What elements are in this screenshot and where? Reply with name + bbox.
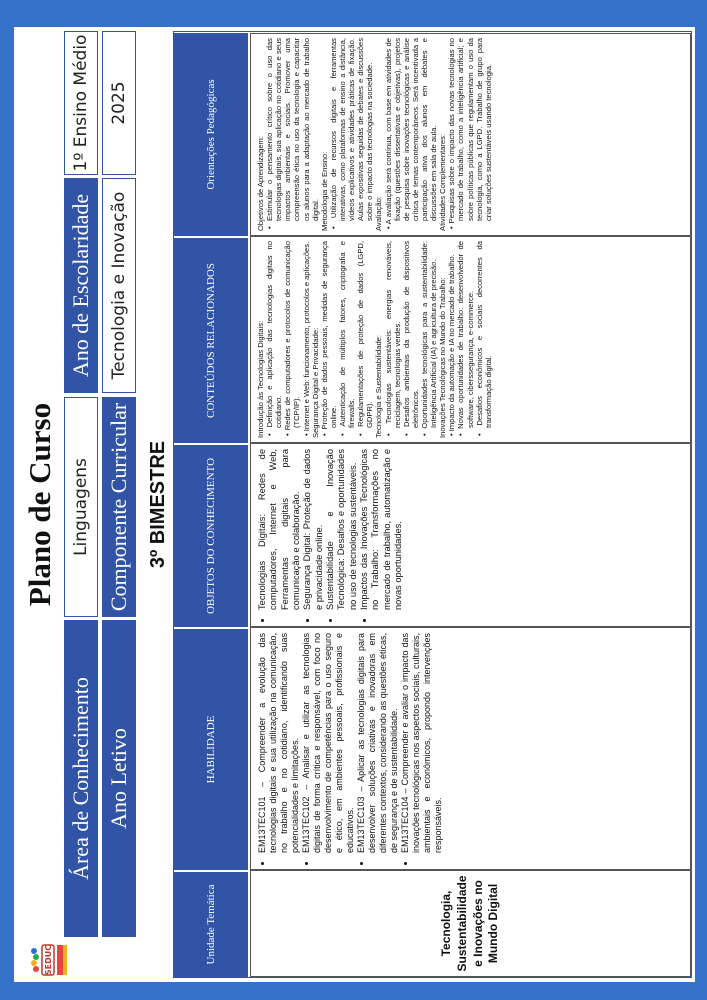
componente-curricular-value: Tecnologia e Inovação [102,178,136,393]
orientacao-heading: Avaliação: [374,196,384,231]
conteudo-text: Proteção de dados pessoais, medidas de segurança online. [319,241,338,430]
ano-escolaridade-label: Ano de Escolaridade [64,178,98,393]
course-plan-sheet [14,27,695,982]
svg-text:SEDUC: SEDUC [44,944,53,976]
bullet-icon: • [401,426,411,436]
conteudo-text: Internet e Web: funcionamento, protocolos e aplicações. [301,241,311,432]
orientacao-heading: Metodologia de Ensino: [319,151,329,231]
habilidade-item: • EM13TEC104 – Compreender e avaliar o impacto das inovações tecnológicas nos aspectos sociais, culturais, ambientais e econômicos, propondo intervenções responsáveis. [400,633,444,853]
conteudo-text: Definição e aplicação das tecnologias digitais no cotidiano. [265,241,284,428]
habilidade-item: • EM13TEC102 – Analisar e utilizar as tecnologias digitais de forma crítica e responsável, com foco no desenvolvimento de competências para o uso seguro e ético, em ambientes pessoais, profissionais e educativos. [301,633,356,853]
header-unidade: Unidade Temática [174,870,248,977]
ano-letivo-value: 2025 [102,31,136,175]
conteudo-item [302,241,311,438]
conteudo-heading: Segurança Digital e Privacidade: [310,327,320,438]
rotated-page [14,27,695,982]
conteudo-text: Tecnologias sustentáveis: energias renováveis, reciclagem, tecnologias verdes. [383,241,402,428]
bullet-icon: • [265,427,275,436]
orientacao-item [329,38,375,231]
conteudo-item [447,241,456,438]
area-conhecimento-label: Área de Conhecimento [64,620,98,937]
orientacao-text: Pesquisas sobre o impacto das novas tecnologias no mercado de trabalho, como a inteligência artificial; e sobre políticas públicas que regulamentam o uso da tecnologia, como a LGPD. Trabalho de grupo para criar soluções sustentáveis usando tecnologia. [447,37,493,224]
bullet-icon: • [383,224,393,229]
conteudo-heading: Introdução às Tecnologias Digitais: [256,320,265,438]
conteudo-item [320,241,338,438]
bullet-icon: • [328,218,338,229]
bullet-icon: • [474,425,484,436]
header-orientacoes: Orientações Pedagógicas [174,33,248,236]
conteudo-item [384,241,402,438]
page-title: Plano de Curso [22,402,57,607]
bullet-icon: • [265,221,275,229]
bullet-icon: • [447,223,457,229]
objeto-item: • Impactos das Inovações Tecnológicas no Trabalho: Transformações no mercado de trabalho, automatização e novas oportunidades. [359,449,404,610]
conteudo-text: Regulamentações de proteção de dados (LGPD, GDPR). [356,241,375,428]
conteudo-text: Desafios ambientais da produção de dispositivos eletrônicos. [401,241,420,428]
conteudo-heading: Tecnologia e Sustentabilidade: [374,334,384,438]
conteudo-item [475,241,493,438]
conteudo-item [420,241,438,438]
conteudo-text: Impacto da automação e IA no mercado de trabalho. [447,254,457,432]
bullet-icon: • [383,423,393,436]
bullet-icon: • [337,426,347,436]
habilidade-item: • EM13TEC101 – Compreender a evolução das tecnologias digitais e sua utilização na comunicação, no trabalho e no cotidiano, identificando suas potencialidades e limitações. [257,633,301,853]
plan-table [173,31,692,978]
orientacao-item [265,38,320,231]
orientacao-heading: Atividades Complementares: [438,133,448,231]
conteudo-item [356,241,374,438]
habilidade-cell [250,627,691,870]
conteudo-item [283,241,301,438]
header-habilidade: HABILIDADE [174,627,248,870]
conteudo-item [456,241,474,438]
habilidade-item: • EM13TEC103 – Aplicar as tecnologias digitais para desenvolver soluções criativas e inovadoras em diferentes contextos, considerando as questões éticas, de segurança e de sustentabilidade. [356,633,400,853]
objeto-item: • Segurança Digital: Proteção de dados e privacidade online. [302,449,325,610]
conteudo-heading: Inovações Tecnológicas no Mundo do Trabalho: [438,277,448,438]
orientacao-text: Utilização de recursos digitais e ferramentas interativas, como plataformas de ensino a distância, vídeos explicativos e atividades práticas de fixação. Aulas expositivas seguidas de debates e discussões sobre o impacto das tecnologias na sociedade. [328,38,375,221]
ano-letivo-label: Ano Letivo [102,620,136,937]
bullet-icon: • [456,428,466,436]
conteudo-text: Autenticação de múltiplos fatores, criptografia e firewalls. [337,241,357,428]
conteudo-text: Desafios econômicos e sociais decorrentes da transformação digital. [474,241,493,428]
bullet-icon: • [301,431,311,436]
area-conhecimento-value: Linguagens [64,397,98,617]
orientacao-item [384,38,439,231]
bullet-icon: • [283,430,293,436]
conteudo-text: Oportunidades tecnológicas para a sustentabilidade: Inteligência Artificial (IA) e agricultura de precisão. [419,241,439,429]
conteudo-item [265,241,283,438]
bullet-icon: • [447,431,457,436]
conteudo-text: Novas oportunidades de trabalho: desenvolvedor de software, ciberssegurança, e-commerce. [456,241,475,429]
bullet-icon: • [319,429,329,436]
unidade-cell: Tecnologia, Sustentabilidade e Inovações no Mundo Digital [250,870,691,977]
orientacao-text: A avaliação será contínua, com base em atividades de fixação (questões dissertativas e objetivas), projetos de pesquisa sobre inovações tecnológicas e análise crítica de temas contemporâneos. Será incentivada a participação ativa dos alunos em debates e discussões em sala de aula. [383,38,439,225]
orientacoes-list [256,38,493,231]
orientacao-text: Estimular o pensamento crítico sobre o uso das tecnologias digitais, sua aplicação no cotidiano e seus impactos ambientais e sociais. Promover uma compreensão ética no uso da tecnologia e capacitar os alunos para a adaptação ao mercado de trabalho digital. [265,38,320,221]
bimestre-heading: 3º BIMESTRE [147,440,169,569]
conteudo-item [338,241,356,438]
conteudos-cell [250,236,691,443]
objeto-item: • Tecnologias Digitais: Redes de computadores, Internet e Web, Ferramentas digitais para comunicação e colaboração. [257,449,302,610]
objeto-item: • Sustentabilidade e Inovação Tecnológica: Desafios e oportunidades no uso de tecnologias sustentáveis. [325,449,359,610]
header-conteudos: CONTEÚDOS RELACIONADOS [174,236,248,443]
orientacao-item [447,38,493,231]
bullet-icon: • [419,428,429,436]
ano-escolaridade-value: 1º Ensino Médio [64,31,98,175]
bullet-icon: • [356,426,366,436]
objetos-cell [250,443,691,627]
orientacao-heading: Objetivos de Aprendizagem: [256,136,265,231]
conteudo-item [402,241,420,438]
header-objetos: OBJETOS DO CONHECIMENTO [174,443,248,627]
componente-curricular-label: Componente Curricular [102,397,136,617]
conteudo-text: Redes de computadores e protocolos de comunicação (TCP/IP). [283,241,302,431]
orientacoes-cell [250,33,691,236]
conteudos-list [256,241,493,438]
